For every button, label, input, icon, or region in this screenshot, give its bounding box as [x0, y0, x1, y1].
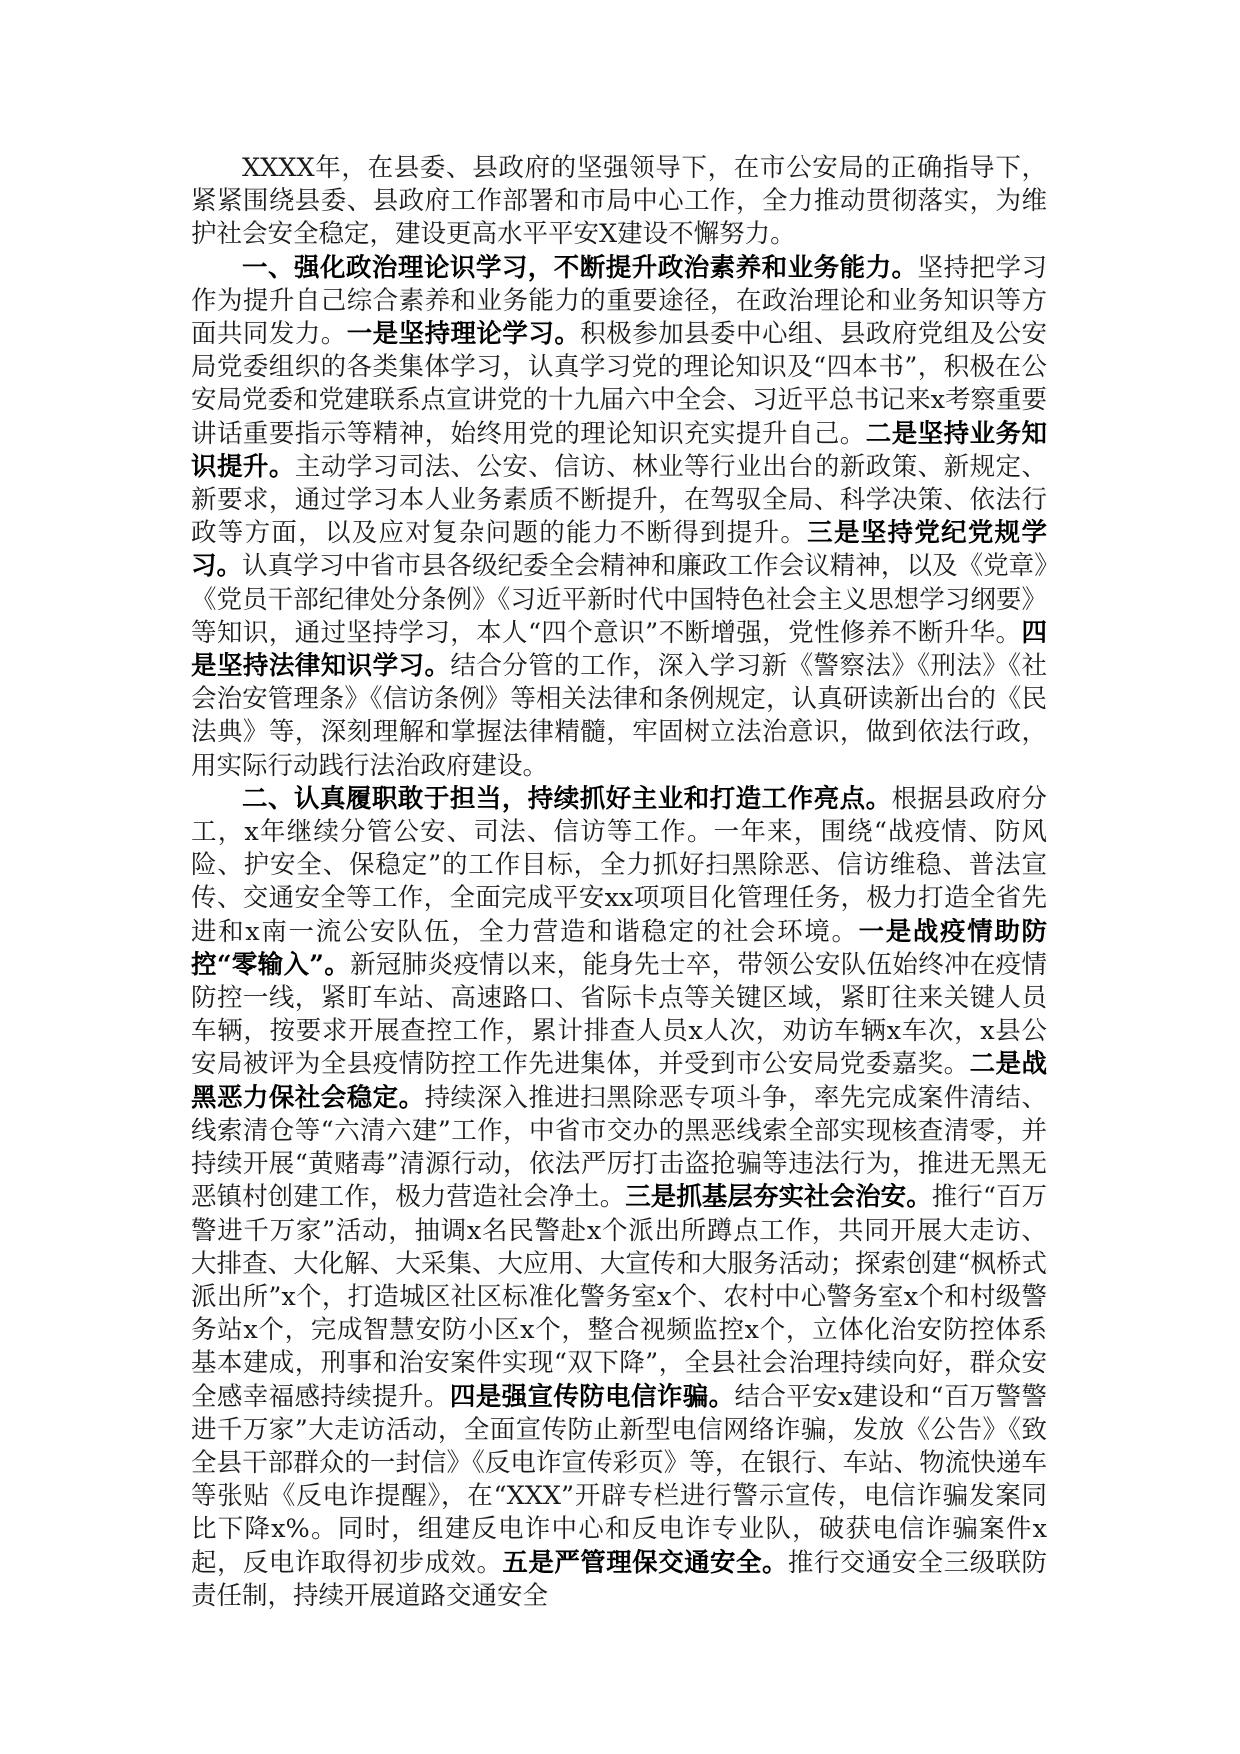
epidemic-heading: 一是战疫情助防控“零输入”。 [191, 916, 1047, 980]
point-one-text: 积极参加县委中心组、县政府党组及公安局党委组织的各类集体学习，认真学习党的理论知识及“四本书”，积极在公安局党委和党建联系点宣讲党的十九届六中全会、习近平总书记来x考察重要讲话重要指示等精神，始终用党的理论知识充实提升自己。 [191, 319, 1047, 449]
point-two-heading: 二是坚持业务知识提升。 [191, 418, 1047, 482]
anti-gang-heading: 二是战黑恶力保社会稳定。 [191, 1049, 1047, 1113]
anti-fraud-text: 结合平安x建设和“百万警警进千万家”大走访活动，全面宣传防止新型电信网络诈骗，发放《公告》《致全县干部群众的一封信》《反电诈宣传彩页》等，在银行、车站、物流快递车等张贴《反电诈提醒》，在“XXX”开辟专栏进行警示宣传，电信诈骗发案同比下降x%。同时，组建反电诈中心和反电诈专业队，破获电信诈骗案件x起，反电诈取得初步成效。 [191, 1381, 1047, 1578]
grassroots-text: 推行“百万警进千万家”活动，抽调x名民警赴x个派出所蹲点工作，共同开展大走访、大排查、大化解、大采集、大应用、大宣传和大服务活动；探索创建“枫桥式派出所”x个，打造城区社区标准化警务室x个、农村中心警务室x个和村级警务站x个，完成智慧安防小区x个，整合视频监控x个，立体化治安防控体系基本建成，刑事和治安案件实现“双下降”，全县社会治理持续向好，群众安全感幸福感持续提升。 [191, 1182, 1047, 1412]
section-one-heading: 一、强化政治理论识学习，不断提升政治素养和业务能力。 [242, 252, 918, 283]
section-two-text: 根据县政府分工，x年继续分管公安、司法、信访等工作。一年来，围绕“战疫情、防风险、护安全、保稳定”的工作目标，全力抓好扫黑除恶、信访维稳、普法宣传、交通安全等工作，全面完成平安xx项项目化管理任务，极力打造全省先进和x南一流公安队伍，全力营造和谐稳定的社会环境。 [191, 783, 1047, 947]
point-one-heading: 一是坚持理论学习。 [346, 319, 581, 350]
paragraph-section-two [191, 783, 1047, 1613]
section-one-text: 坚持把学习作为提升自己综合素养和业务能力的重要途径，在政治理论和业务知识等方面共同发力。 [191, 252, 1047, 350]
document-page [191, 152, 1047, 1613]
intro-text: XXXX年，在县委、县政府的坚强领导下，在市公安局的正确指导下，紧紧围绕县委、县政府工作部署和市局中心工作，全力推动贯彻落实，为维护社会安全稳定，建设更高水平平安X建设不懈努力。 [191, 153, 1047, 250]
point-three-heading: 三是坚持党纪党规学习。 [191, 518, 1047, 582]
anti-fraud-heading: 四是强宣传防电信诈骗。 [449, 1381, 735, 1412]
grassroots-heading: 三是抓基层夯实社会治安。 [625, 1182, 932, 1213]
point-four-heading: 四是坚持法律知识学习。 [191, 617, 1047, 682]
traffic-heading: 五是严管理保交通安全。 [502, 1547, 788, 1578]
section-two-heading: 二、认真履职敢于担当，持续抓好主业和打造工作亮点。 [242, 783, 892, 814]
anti-gang-text: 持续深入推进扫黑除恶专项斗争，率先完成案件清结、线索清仓等“六清六建”工作，中省市交办的黑恶线索全部实现核查清零，并持续开展“黄赌毒”清源行动，依法严厉打击盗抢骗等违法行为，推进无黑无恶镇村创建工作，极力营造社会净土。 [191, 1082, 1047, 1213]
paragraph-intro [191, 152, 1047, 252]
point-two-text: 主动学习司法、公安、信访、林业等行业出台的新政策、新规定、新要求，通过学习本人业务素质不断提升，在驾驭全局、科学决策、依法行政等方面，以及应对复杂问题的能力不断得到提升。 [191, 451, 1047, 549]
epidemic-text: 新冠肺炎疫情以来，能身先士卒，带领公安队伍始终冲在疫情防控一线，紧盯车站、高速路口、省际卡点等关键区域，紧盯往来关键人员车辆，按要求开展查控工作，累计排查人员x人次，劝访车辆x车次，x县公安局被评为全县疫情防控工作先进集体，并受到市公安局党委嘉奖。 [191, 949, 1047, 1080]
point-four-text: 结合分管的工作，深入学习新《警察法》《刑法》《社会治安管理条》《信访条例》等相关法律和条例规定，认真研读新出台的《民法典》等，深刻理解和掌握法律精髓，牢固树立法治意识，做到依法行政，用实际行动践行法治政府建设。 [191, 651, 1047, 781]
traffic-text: 推行交通安全三级联防责任制，持续开展道路交通安全 [191, 1547, 1047, 1611]
paragraph-section-one [191, 252, 1047, 783]
point-three-text: 认真学习中省市县各级纪委全会精神和廉政工作会议精神，以及《党章》《党员干部纪律处分条例》《习近平新时代中国特色社会主义思想学习纲要》等知识，通过坚持学习，本人“四个意识”不断增强，党性修养不断升华。 [191, 551, 1047, 648]
